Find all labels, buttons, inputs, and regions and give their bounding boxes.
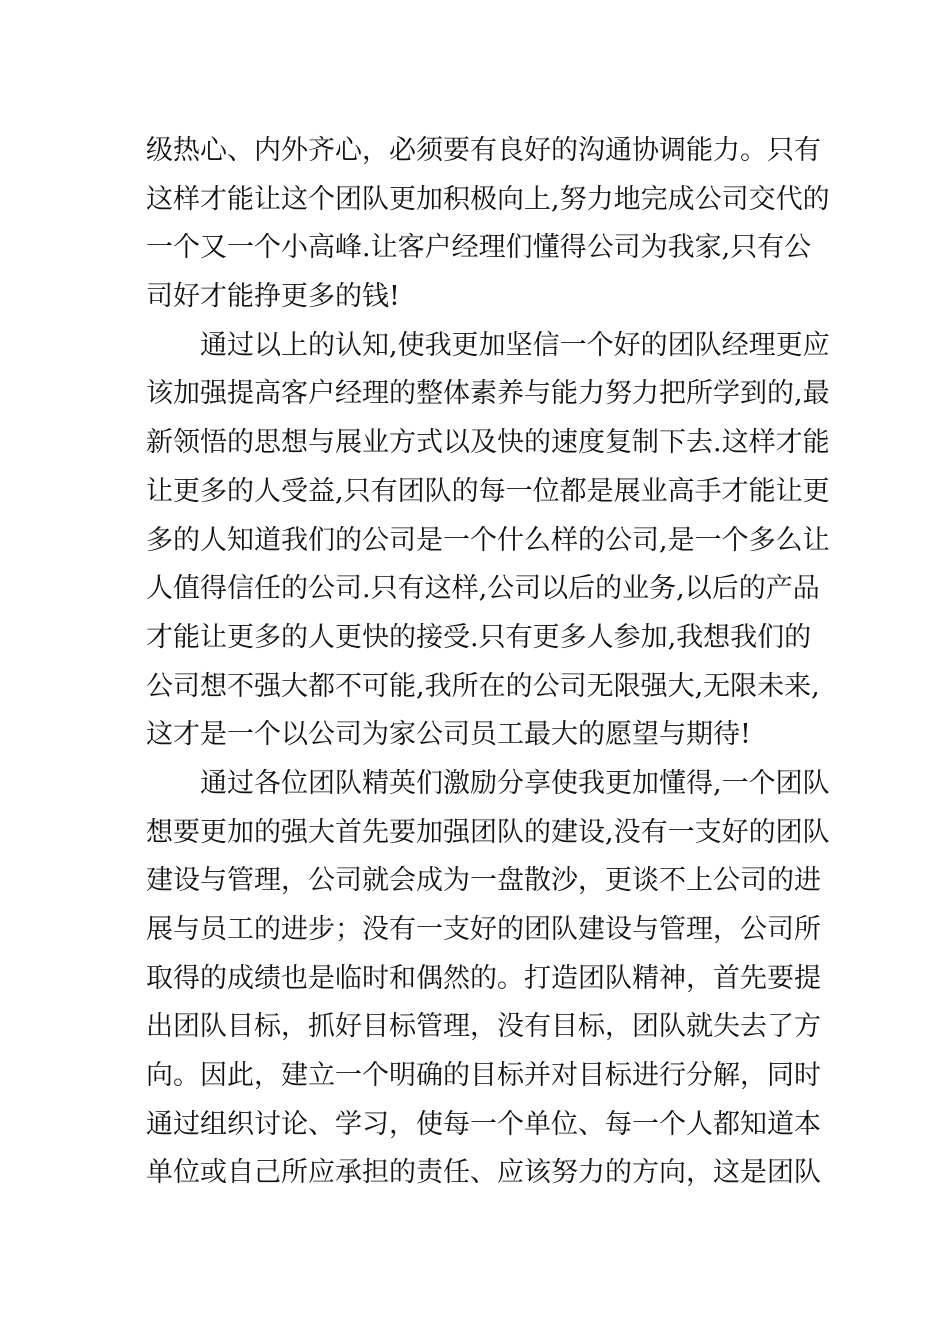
paragraph-1 [146,127,830,322]
body-text [146,127,830,1198]
text-line: 通过以上的认知,使我更加坚信一个好的团队经理更应 [200,329,830,361]
text-line: 才能让更多的人更快的接受.只有更多人参加,我想我们的 [146,621,812,653]
text-line: 这样才能让这个团队更加积极向上,努力地完成公司交代的 [146,183,830,215]
text-line: 这才是一个以公司为家公司员工最大的愿望与期待! [146,719,751,751]
text-line: 司好才能挣更多的钱! [146,281,400,313]
text-line: 多的人知道我们的公司是一个什么样的公司,是一个多么让 [146,524,830,556]
text-line: 建设与管理，公司就会成为一盘散沙，更谈不上公司的进 [146,865,821,897]
text-line: 展与员工的进步；没有一支好的团队建设与管理，公司所 [146,914,821,945]
text-line: 让更多的人受益,只有团队的每一位都是展业高手才能让更 [146,475,830,507]
paragraph-2 [146,322,830,760]
text-line: 取得的成绩也是临时和偶然的。打造团队精神，首先要提 [146,962,821,994]
text-line: 出团队目标，抓好目标管理，没有目标，团队就失去了方 [146,1011,821,1043]
text-line: 向。因此，建立一个明确的目标并对目标进行分解，同时 [146,1060,821,1092]
text-line: 通过组织讨论、学习，使每一个单位、每一个人都知道本 [146,1108,821,1140]
text-line: 新领悟的思想与展业方式以及快的速度复制下去.这样才能 [146,427,830,459]
text-line: 公司想不强大都不可能,我所在的公司无限强大,无限未来, [146,670,820,702]
text-line: 单位或自己所应承担的责任、应该努力的方向，这是团队 [146,1157,821,1189]
text-line: 一个又一个小高峰.让客户经理们懂得公司为我家,只有公 [146,232,812,264]
text-line: 想要更加的强大首先要加强团队的建设,没有一支好的团队 [146,816,830,848]
text-line: 通过各位团队精英们激励分享使我更加懂得,一个团队 [200,767,830,799]
text-line: 级热心、内外齐心，必须要有良好的沟通协调能力。只有 [146,135,821,166]
text-line: 该加强提高客户经理的整体素养与能力努力把所学到的,最 [146,378,830,410]
text-line: 人值得信任的公司.只有这样,公司以后的业务,以后的产品 [146,573,820,605]
paragraph-3 [146,760,830,1198]
